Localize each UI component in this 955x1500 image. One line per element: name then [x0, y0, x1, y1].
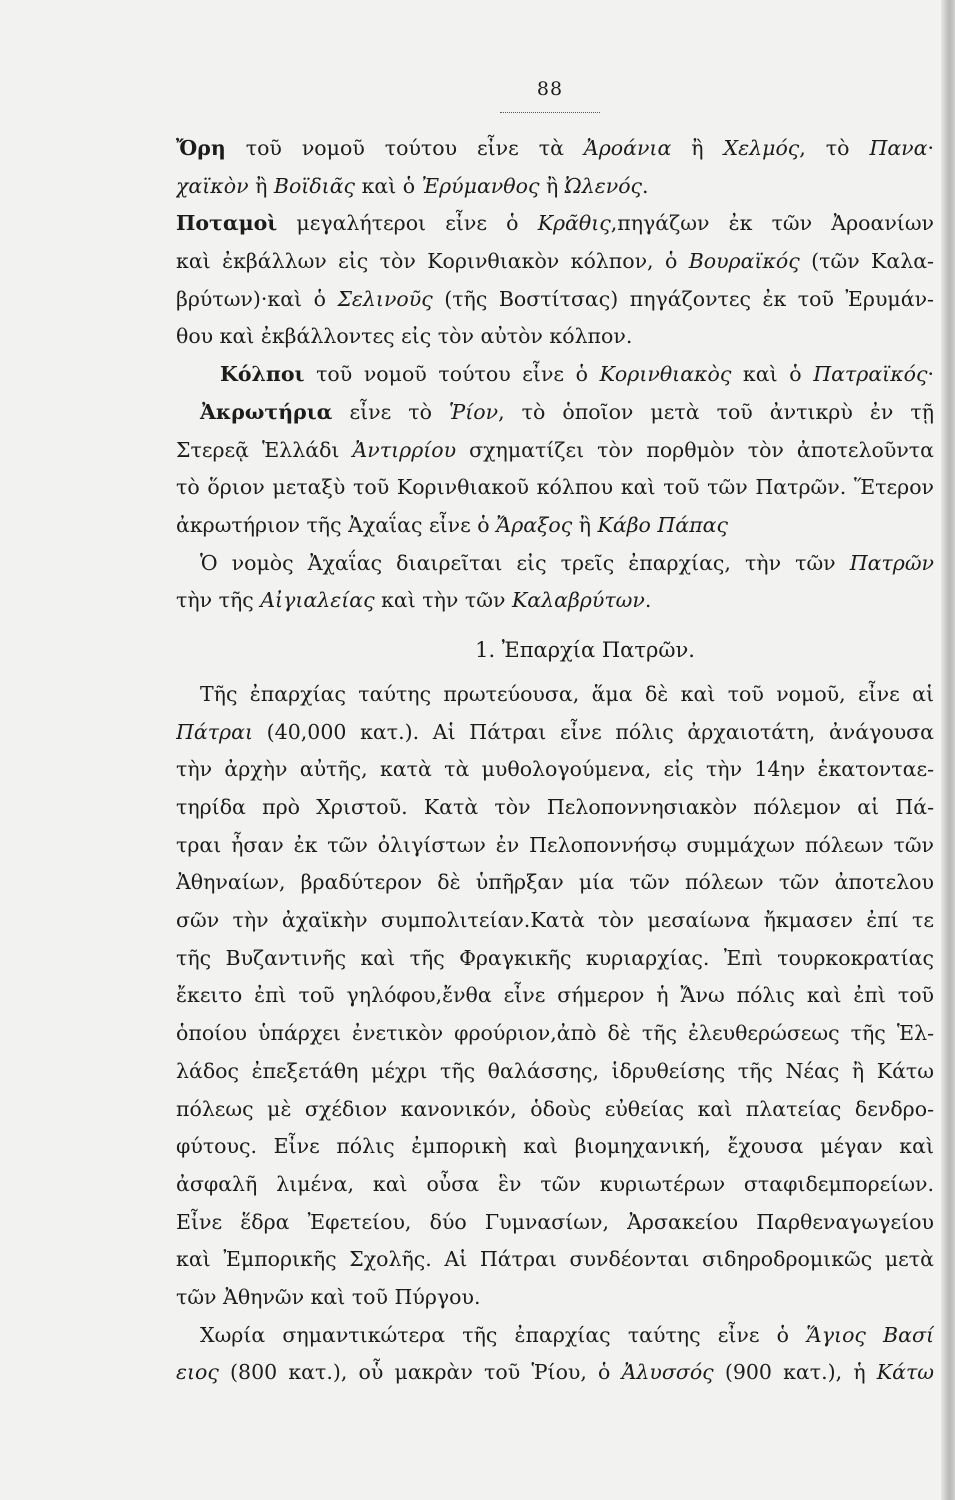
body-text: [176, 130, 934, 1392]
text-line: Ἀκρωτήρια εἶνε τὸ Ῥίον, τὸ ὁποῖον μετὰ τοῦ ἀντικρὺ ἐν τῇ: [200, 399, 934, 424]
text-line: Στερεᾷ Ἑλλάδι Ἀντιρρίου σχηματίζει τὸν πορθμὸν τὸν ἀποτελοῦντα: [176, 437, 934, 462]
page-number-rule: [500, 112, 600, 113]
text-line: τηρίδα πρὸ Χριστοῦ. Κατὰ τὸν Πελοποννησιακὸν πόλεμον αἱ Πά-: [176, 795, 934, 819]
bold-term: Ἀκρωτήρια: [200, 399, 333, 424]
text-line: βρύτων)·καὶ ὁ Σελινοῦς (τῆς Βοστίτσας) πηγάζοντες ἐκ τοῦ Ἐρυμάν-: [176, 286, 934, 311]
italic-term: Ὠλενός: [564, 173, 643, 198]
italic-term: Ἄραξος: [496, 512, 573, 537]
text-line: Κόλποι τοῦ νομοῦ τούτου εἶνε ὁ Κορινθιακὸς καὶ ὁ Πατραϊκός·: [220, 362, 934, 387]
text-line: Ἀθηναίων, βραδύτερον δὲ ὑπῆρξαν μία τῶν πόλεων τῶν ἀποτελου: [176, 870, 934, 895]
text-line: τῆς Βυζαντινῆς καὶ τῆς Φραγκικῆς κυριαρχίας. Ἐπὶ τουρκοκρατίας: [176, 945, 934, 970]
italic-term: Ἐρύμανθος: [421, 173, 540, 198]
bold-term: Κόλποι: [220, 362, 305, 387]
page-number: 88: [536, 78, 564, 100]
bold-term: Ποταμοὶ: [176, 211, 278, 236]
text-line: τῶν Ἀθηνῶν καὶ τοῦ Πύργου.: [176, 1284, 481, 1309]
text-line: Εἶνε ἕδρα Ἐφετείου, δύο Γυμνασίων, Ἀρσακείου Παρθεναγωγείου: [176, 1209, 934, 1234]
text-line: Πάτραι (40,000 κατ.). Αἱ Πάτραι εἶνε πόλις ἀρχαιοτάτη, ἀνάγουσα: [176, 719, 934, 744]
italic-term: Κορινθιακὸς: [599, 362, 732, 387]
text-line: Ὄρη τοῦ νομοῦ τούτου εἶνε τὰ Ἀροάνια ἢ Χελμός, τὸ Πανα·: [176, 136, 934, 160]
italic-term: Κάτω: [876, 1360, 934, 1385]
text-line: ὁποίου ὑπάρχει ἐνετικὸν φρούριον,ἀπὸ δὲ τῆς ἐλευθερώσεως τῆς Ἑλ-: [176, 1021, 934, 1046]
italic-term: Πάτραι: [176, 719, 253, 744]
text-line: Τῆς ἐπαρχίας ταύτης πρωτεύουσα, ἅμα δὲ καὶ τοῦ νομοῦ, εἶνε αἱ: [200, 681, 934, 706]
text-line: Ὁ νομὸς Ἀχαΐας διαιρεῖται εἰς τρεῖς ἐπαρχίας, τὴν τῶν Πατρῶν: [200, 550, 934, 575]
text-line: λάδος ἐπεξετάθη μέχρι τῆς θαλάσσης, ἱδρυθείσης τῆς Νέας ἢ Κάτω: [176, 1058, 934, 1083]
text-line: χαϊκὸν ἢ Βοϊδιᾶς καὶ ὁ Ἐρύμανθος ἢ Ὠλενός.: [176, 173, 649, 198]
text-line: τραι ἦσαν ἐκ τῶν ὀλιγίστων ἐν Πελοποννήσῳ συμμάχων πόλεων τῶν: [176, 832, 934, 857]
italic-term: Βοϊδιᾶς: [273, 173, 356, 198]
italic-term: Ἀντιρρίου: [352, 437, 457, 462]
italic-term: Ἀροάνια: [583, 136, 672, 160]
text-line: καὶ ἐκβάλλων εἰς τὸν Κορινθιακὸν κόλπον, ὁ Βουραϊκός (τῶν Καλα-: [176, 249, 934, 274]
italic-term: χαϊκὸν: [176, 173, 249, 198]
italic-term: Κάβο Πάπας: [597, 512, 728, 537]
bold-term: Ὄρη: [176, 136, 226, 160]
italic-term: Πατραϊκός: [813, 362, 928, 387]
italic-term: Ἀλυσσός: [621, 1360, 714, 1385]
italic-term: ειος: [176, 1360, 219, 1385]
italic-term: Βουραϊκός: [688, 249, 800, 274]
italic-term: Πατρῶν: [849, 550, 934, 575]
italic-term: Καλαβρύτων: [511, 588, 645, 613]
text-line: Χωρία σημαντικώτερα τῆς ἐπαρχίας ταύτης εἶνε ὁ Ἅγιος Βασί: [200, 1322, 934, 1347]
text-line: Ποταμοὶ μεγαλήτεροι εἶνε ὁ Κρᾶθις,πηγάζων ἐκ τῶν Ἀροανίων: [176, 211, 934, 236]
italic-term: Ἅγιος Βασί: [806, 1322, 934, 1347]
text-line: ἀκρωτήριον τῆς Ἀχαΐας εἶνε ὁ Ἄραξος ἢ Κάβο Πάπας: [176, 512, 728, 537]
text-line: τὸ ὅριον μεταξὺ τοῦ Κορινθιακοῦ κόλπου καὶ τοῦ τῶν Πατρῶν. Ἕτερον: [176, 475, 934, 500]
italic-term: Πανα: [869, 136, 928, 160]
italic-term: Σελινοῦς: [337, 286, 433, 311]
text-line: ειος (800 κατ.), οὗ μακρὰν τοῦ Ῥίου, ὁ Ἀλυσσός (900 κατ.), ἡ Κάτω: [176, 1360, 934, 1385]
text-line: σῶν τὴν ἀχαϊκὴν συμπολιτείαν.Κατὰ τὸν μεσαίωνα ἤκμασεν ἐπί τε: [176, 908, 934, 933]
text-line: φύτους. Εἶνε πόλις ἐμπορικὴ καὶ βιομηχανική, ἔχουσα μέγαν καὶ: [176, 1134, 934, 1159]
italic-term: Αἰγιαλείας: [260, 588, 375, 613]
text-line: τὴν τῆς Αἰγιαλείας καὶ τὴν τῶν Καλαβρύτων.: [176, 588, 652, 613]
text-line: ἀσφαλῆ λιμένα, καὶ οὖσα ἓν τῶν κυριωτέρων σταφιδεμπορείων.: [176, 1171, 934, 1196]
page-edge: [941, 0, 955, 1500]
text-line: καὶ Ἐμπορικῆς Σχολῆς. Αἱ Πάτραι συνδέονται σιδηροδρομικῶς μετὰ: [176, 1247, 934, 1272]
text-line: θου καὶ ἐκβάλλοντες εἰς τὸν αὐτὸν κόλπον.: [176, 324, 633, 349]
italic-term: Χελμός: [723, 136, 800, 160]
text-line: πόλεως μὲ σχέδιον κανονικόν, ὁδοὺς εὐθείας καὶ πλατείας δενδρο-: [176, 1096, 934, 1121]
italic-term: Ῥίον: [449, 399, 499, 424]
text-line: τὴν ἀρχὴν αὐτῆς, κατὰ τὰ μυθολογούμενα, εἰς τὴν 14ην ἑκατονταε-: [176, 757, 934, 782]
section-heading: 1. Ἐπαρχία Πατρῶν.: [475, 637, 695, 662]
italic-term: Κρᾶθις: [537, 211, 611, 236]
text-line: ἔκειτο ἐπὶ τοῦ γηλόφου,ἔνθα εἶνε σήμερον ἡ Ἄνω πόλις καὶ ἐπὶ τοῦ: [176, 983, 934, 1008]
